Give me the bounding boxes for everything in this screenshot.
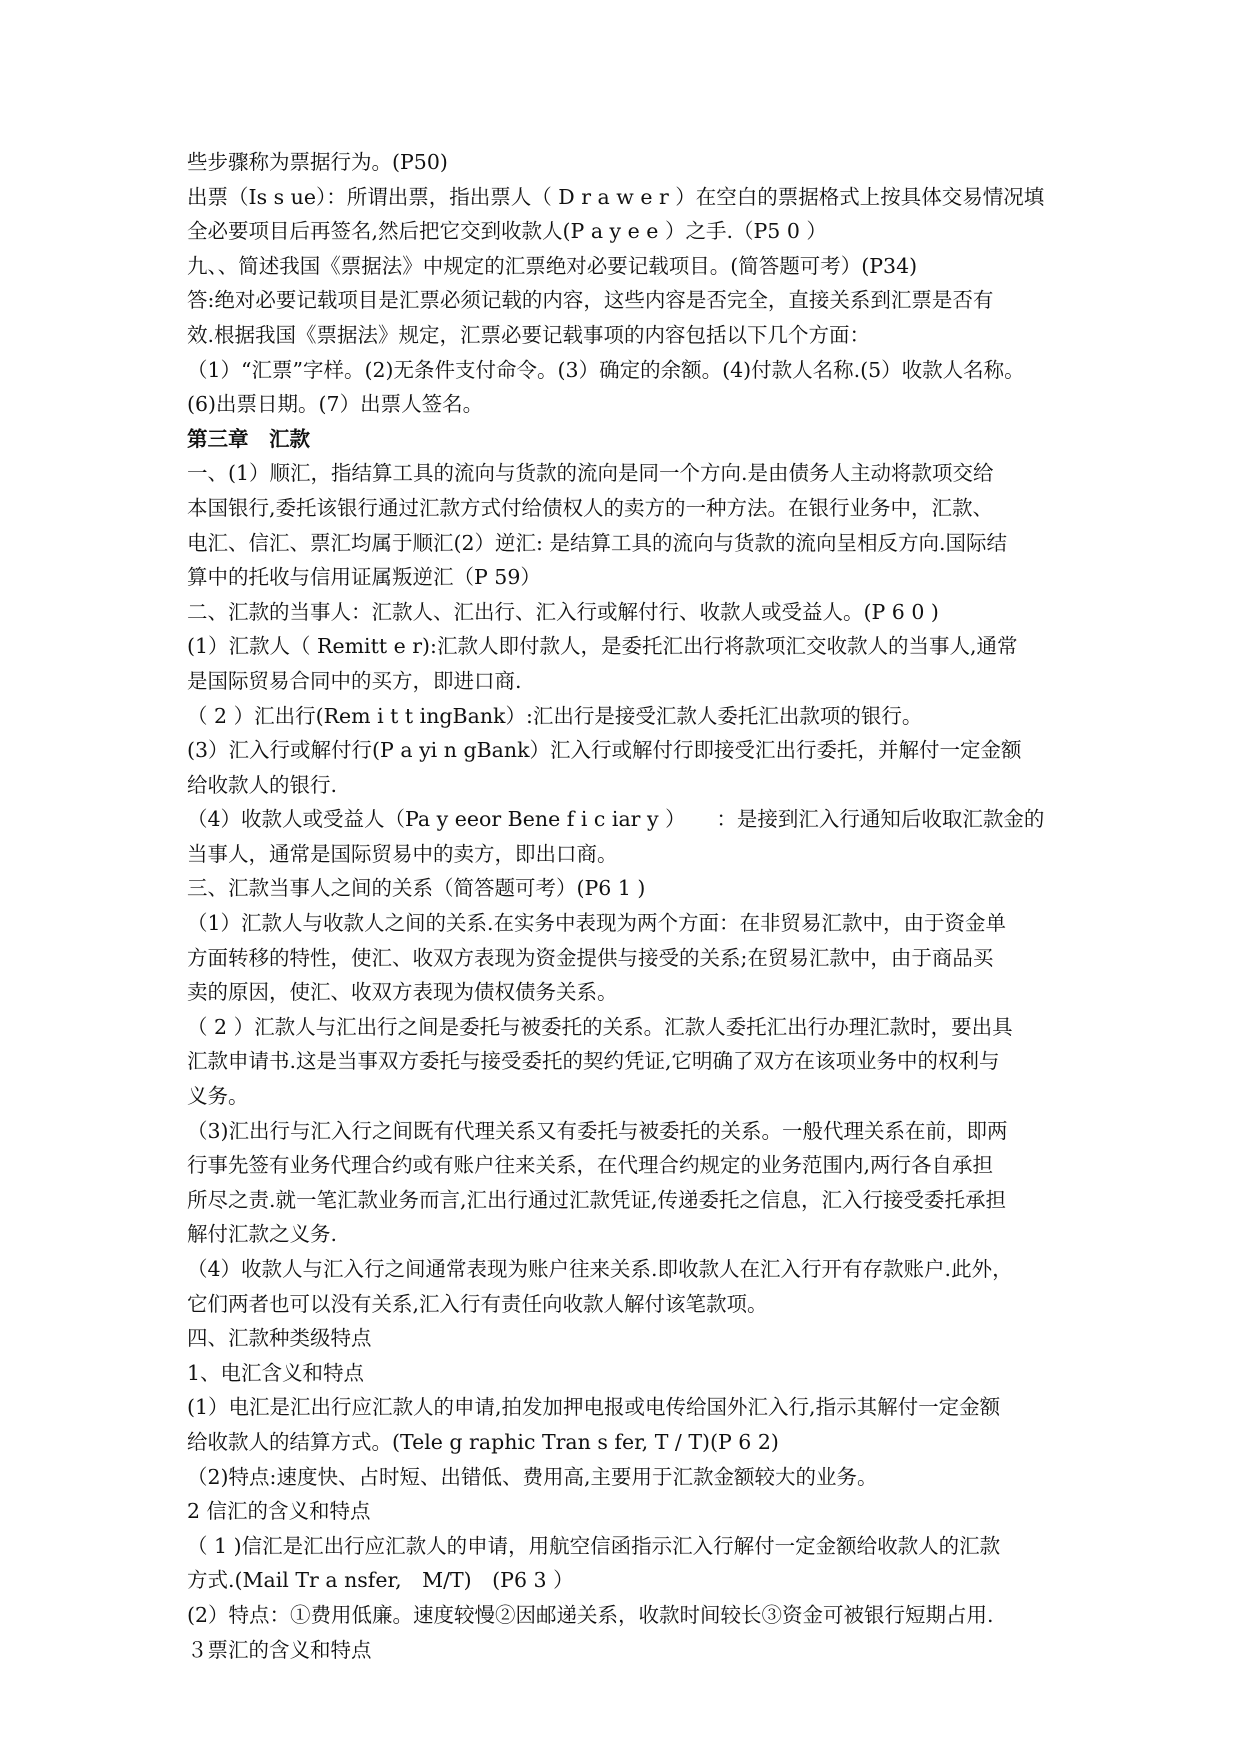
text-line: (3）汇入行或解付行(P a yi n gBank）汇入行或解付行即接受汇出行委托，并解付一定金额 (187, 738, 1022, 763)
text-line: (1）电汇是汇出行应汇款人的申请,拍发加押电报或电传给国外汇入行,指示其解付一定金额 (187, 1395, 1001, 1420)
text-line: 是国际贸易合同中的买方，即进口商. (187, 668, 522, 693)
text-line: 给收款人的结算方式。(Tele g raphic Tran s fer, T / T)(P 6 2) (187, 1429, 779, 1454)
text-line: 全必要项目后再签名,然后把它交到收款人(P a y e e ）之手.（P5 0 ） (187, 219, 827, 244)
text-line: 算中的托收与信用证属叛逆汇（P 59） (187, 565, 541, 590)
text-line: 所尽之责.就一笔汇款业务而言,汇出行通过汇款凭证,传递委托之信息，汇入行接受委托承担 (187, 1187, 1007, 1212)
text-line: （ 2 ）汇款人与汇出行之间是委托与被委托的关系。汇款人委托汇出行办理汇款时，要出具 (187, 1014, 1013, 1039)
text-line: （1）“汇票”字样。(2)无条件支付命令。(3）确定的余额。(4)付款人名称.(5）收款人名称。 (187, 357, 1025, 382)
text-line: 方式.(Mail Tr a nsfer, M/T) (P6 3 ） (187, 1568, 574, 1593)
text-line: （ 1 )信汇是汇出行应汇款人的申请，用航空信函指示汇入行解付一定金额给收款人的汇款 (187, 1533, 1001, 1558)
text-line: （2)特点:速度快、占时短、出错低、费用高,主要用于汇款金额较大的业务。 (187, 1464, 878, 1489)
text-line: （4）收款人或受益人（Pa y eeor Bene f i c iar y ） ：是接到汇入行通知后收取汇款金的 (187, 807, 1045, 832)
text-line: 二、汇款的当事人：汇款人、汇出行、汇入行或解付行、收款人或受益人。(P 6 0 ) (187, 599, 939, 624)
text-line: （1）汇款人与收款人之间的关系.在实务中表现为两个方面：在非贸易汇款中，由于资金单 (187, 911, 1007, 936)
text-line: 汇款申请书.这是当事双方委托与接受委托的契约凭证,它明确了双方在该项业务中的权利与 (187, 1049, 1000, 1074)
text-line: 一、(1）顺汇，指结算工具的流向与货款的流向是同一个方向.是由债务人主动将款项交给 (187, 461, 994, 486)
text-line: 三、汇款当事人之间的关系（简答题可考）(P6 1 ) (187, 876, 646, 901)
text-line: 出票（Is s ue）：所谓出票，指出票人（ D r a w e r ）在空白的票据格式上按具体交易情况填 (187, 184, 1045, 209)
text-line: 当事人，通常是国际贸易中的卖方，即出口商。 (187, 841, 618, 866)
text-line: ３票汇的含义和特点 (187, 1637, 372, 1662)
chapter-heading: 第三章 汇款 (187, 426, 310, 451)
text-line: 答:绝对必要记载项目是汇票必须记载的内容，这些内容是否完全，直接关系到汇票是否有 (187, 288, 994, 313)
text-line: 1、电汇含义和特点 (187, 1360, 365, 1385)
text-line: 些步骤称为票据行为。(P50) (187, 150, 448, 174)
text-line: （4）收款人与汇入行之间通常表现为账户往来关系.即收款人在汇入行开有存款账户.此外， (187, 1257, 1013, 1281)
text-line: 义务。 (187, 1084, 249, 1109)
text-line: 方面转移的特性，使汇、收双方表现为资金提供与接受的关系;在贸易汇款中，由于商品买 (187, 945, 994, 970)
document-body (187, 145, 1057, 1667)
text-line: (2）特点：①费用低廉。速度较慢②因邮递关系，收款时间较长③资金可被银行短期占用. (187, 1602, 994, 1627)
text-line: (6)出票日期。(7）出票人签名。 (187, 392, 484, 417)
text-line: 电汇、信汇、票汇均属于顺汇(2）逆汇: 是结算工具的流向与货款的流向呈相反方向.国际结 (187, 530, 1007, 555)
text-line: 卖的原因，使汇、收双方表现为债权债务关系。 (187, 980, 618, 1005)
text-line: 给收款人的银行. (187, 772, 338, 797)
text-line: 四、汇款种类级特点 (187, 1326, 372, 1351)
text-line: 行事先签有业务代理合约或有账户往来关系，在代理合约规定的业务范围内,两行各自承担 (187, 1153, 994, 1178)
text-line: 它们两者也可以没有关系,汇入行有责任向收款人解付该笔款项。 (187, 1291, 768, 1316)
text-line: 本国银行,委托该银行通过汇款方式付给债权人的卖方的一种方法。在银行业务中，汇款、 (187, 495, 994, 520)
text-line: 效.根据我国《票据法》规定，汇票必要记载事项的内容包括以下几个方面： (187, 322, 871, 347)
text-line: 解付汇款之义务. (187, 1222, 338, 1247)
text-line: 2 信汇的含义和特点 (187, 1499, 371, 1524)
text-line: 九、、简述我国《票据法》中规定的汇票绝对必要记载项目。(简答题可考）(P34) (187, 253, 918, 278)
text-line: (1）汇款人（ Remitt e r):汇款人即付款人，是委托汇出行将款项汇交收款人的当事人,通常 (187, 634, 1018, 659)
text-line: （ 2 ）汇出行(Rem i t t ingBank）:汇出行是接受汇款人委托汇出款项的银行。 (187, 703, 923, 728)
text-line: （3)汇出行与汇入行之间既有代理关系又有委托与被委托的关系。一般代理关系在前，即两 (187, 1118, 1008, 1143)
